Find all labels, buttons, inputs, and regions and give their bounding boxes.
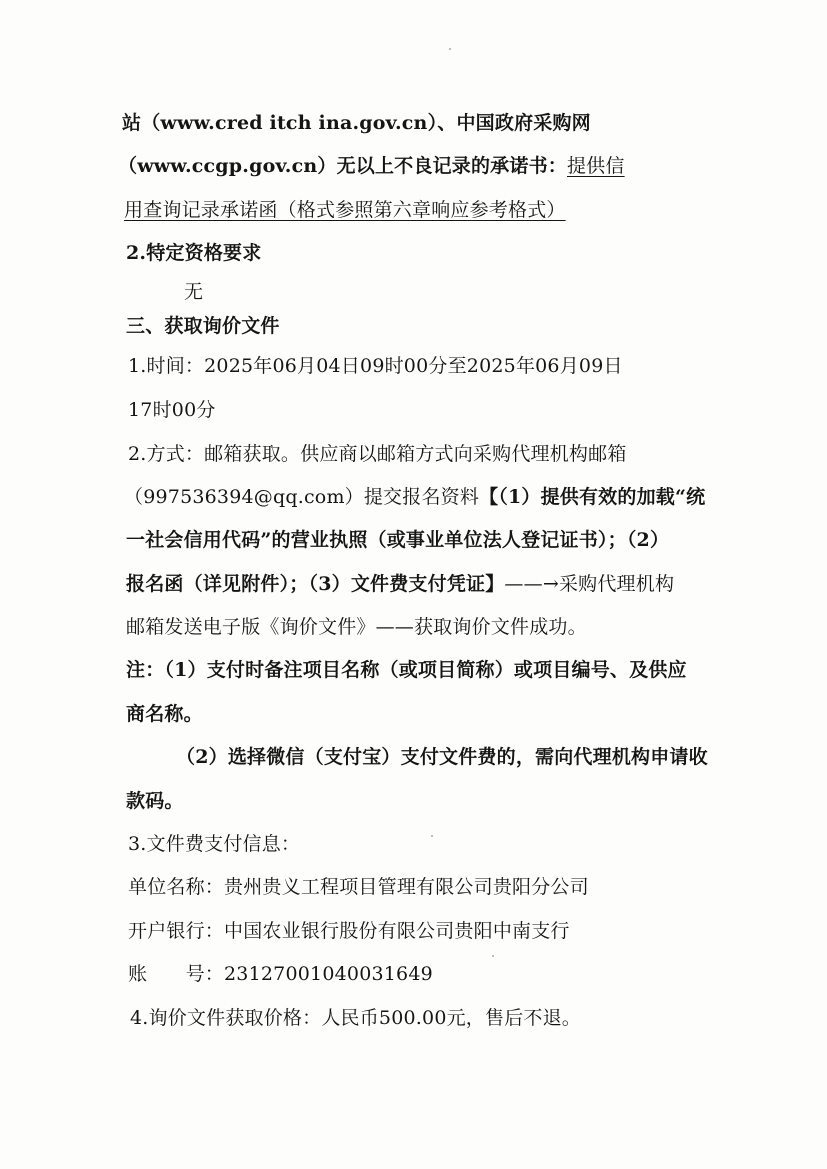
payee-unit-row <box>128 874 589 900</box>
note-2-text-2: 款码。 <box>126 790 184 812</box>
method-bold-text-2: 【（1）提供有效的加载“统 <box>479 486 706 508</box>
note-2-text-1: （2）选择微信（支付宝）支付文件费的，需向代理机构申请收 <box>176 746 708 768</box>
note-2-line-2 <box>126 788 184 814</box>
method-line-5 <box>126 614 587 640</box>
method-text-1: 2.方式：邮箱获取。供应商以邮箱方式向采购代理机构邮箱 <box>128 443 627 465</box>
payment-info-heading-text: 3.文件费支付信息： <box>128 833 301 855</box>
note-2-line-1 <box>176 744 708 770</box>
registration-email: （997536394@qq.com）提交报名资料 <box>124 486 480 508</box>
commitment-line-2 <box>118 153 625 179</box>
bank-value: 中国农业银行股份有限公司贵阳中南支行 <box>224 920 570 942</box>
credit-record-link-part2: 用查询记录承诺函（格式参照第六章响应参考格式） <box>124 199 566 221</box>
note-1-line-2 <box>126 701 203 727</box>
method-text-5: 邮箱发送电子版《询价文件》——获取询价文件成功。 <box>126 616 587 638</box>
special-qualification-heading <box>126 240 261 266</box>
credit-record-link-part1: 提供信 <box>566 155 625 177</box>
bank-row <box>128 918 570 944</box>
payment-info-heading <box>128 831 300 857</box>
time-line-2 <box>128 397 216 423</box>
note-1-line-1 <box>126 657 687 683</box>
time-text-2: 17时00分 <box>128 399 216 421</box>
time-line-1 <box>128 353 623 379</box>
method-bold-text-4: 报名函（详见附件）；（3）文件费支付凭证】 <box>126 573 505 595</box>
note-1-text-2: 商名称。 <box>126 703 203 725</box>
commitment-line-1 <box>122 110 591 136</box>
method-line-4 <box>126 571 674 597</box>
account-row <box>128 961 433 987</box>
obtain-section-heading <box>126 313 280 339</box>
method-text-3: 一社会信用代码”的营业执照（或事业单位法人登记证书）；（2） <box>126 529 670 551</box>
account-label: 账 号： <box>128 963 225 985</box>
price-text: 4.询价文件获取价格：人民币500.00元，售后不退。 <box>130 1007 582 1029</box>
account-number: 23127001040031649 <box>224 963 433 985</box>
bank-label: 开户银行： <box>128 920 225 942</box>
method-line-3 <box>126 527 669 553</box>
special-qualification-value <box>184 279 203 305</box>
scan-speck <box>449 48 451 50</box>
payee-unit-value: 贵州贵义工程项目管理有限公司贵阳分公司 <box>224 876 589 898</box>
note-1-text-1: 注：（1）支付时备注项目名称（或项目简称）或项目编号、及供应 <box>126 659 687 681</box>
scan-speck <box>431 835 433 837</box>
commitment-text-1: 站（www.cred itch ina.gov.cn）、中国政府采购网 <box>122 112 591 134</box>
payee-unit-label: 单位名称： <box>128 876 225 898</box>
method-line-1 <box>128 441 627 467</box>
price-line <box>130 1005 581 1031</box>
method-text-4: ——→采购代理机构 <box>504 573 675 595</box>
scan-speck <box>492 955 494 957</box>
special-qualification-value-text: 无 <box>184 281 204 303</box>
commitment-line-3 <box>124 197 566 223</box>
time-text-1: 1.时间：2025年06月04日09时00分至2025年06月09日 <box>128 355 623 377</box>
method-line-2 <box>124 484 705 510</box>
commitment-text-2: （www.ccgp.gov.cn）无以上不良记录的承诺书： <box>118 155 567 177</box>
obtain-section-heading-text: 三、获取询价文件 <box>126 315 280 337</box>
special-qualification-heading-text: 2.特定资格要求 <box>126 242 262 264</box>
